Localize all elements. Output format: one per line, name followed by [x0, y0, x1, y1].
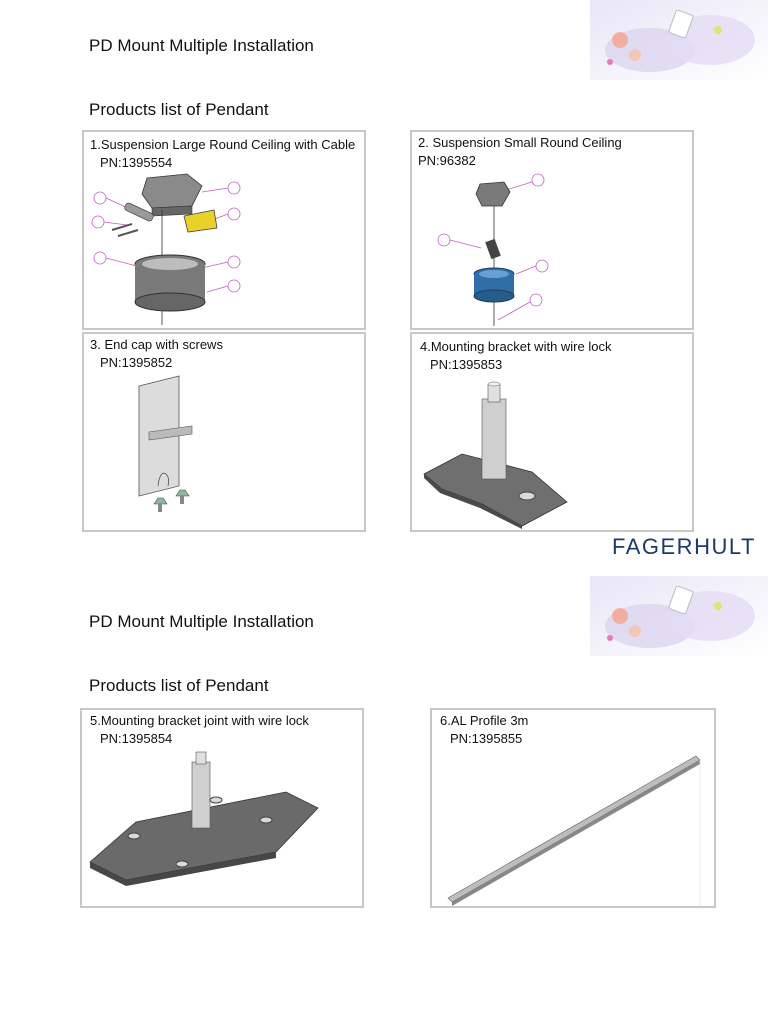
section-subtitle: Products list of Pendant [89, 676, 269, 695]
product-caption: 5.Mounting bracket joint with wire lock [90, 713, 309, 728]
product-pn: PN:1395554 [100, 155, 173, 170]
product-card-suspension-small [410, 130, 694, 330]
cloud-logo-icon [590, 0, 768, 80]
product-caption: 2. Suspension Small Round Ceiling [418, 135, 622, 150]
product-card-bracket-joint [80, 708, 364, 908]
product-caption: 4.Mounting bracket with wire lock [420, 339, 612, 354]
product-pn: PN:1395855 [450, 731, 523, 746]
al-profile-diagram [446, 752, 702, 906]
bracket-joint-diagram [86, 752, 322, 882]
product-pn: PN:1395854 [100, 731, 173, 746]
suspension-small-round-ceiling-diagram [436, 170, 556, 330]
product-card-end-cap [82, 332, 366, 532]
product-card-suspension-large [82, 130, 366, 330]
end-cap-diagram [134, 374, 204, 524]
product-card-al-profile [430, 708, 716, 908]
product-pn: PN:1395852 [100, 355, 173, 370]
product-pn: PN:1395853 [430, 357, 503, 372]
product-pn: PN:96382 [418, 153, 476, 168]
page-title: PD Mount Multiple Installation [89, 36, 314, 55]
section-subtitle: Products list of Pendant [89, 100, 269, 119]
product-caption: 3. End cap with screws [90, 337, 223, 352]
fagerhult-logo: FAGERHULT [612, 534, 756, 559]
product-caption: 6.AL Profile 3m [440, 713, 529, 728]
product-caption: 1.Suspension Large Round Ceiling with Cable [90, 137, 356, 152]
page-title: PD Mount Multiple Installation [89, 612, 314, 631]
product-card-mounting-bracket [410, 332, 694, 532]
mounting-bracket-diagram [422, 374, 572, 529]
cloud-logo-icon [590, 576, 768, 656]
suspension-large-round-ceiling-diagram [92, 170, 252, 330]
